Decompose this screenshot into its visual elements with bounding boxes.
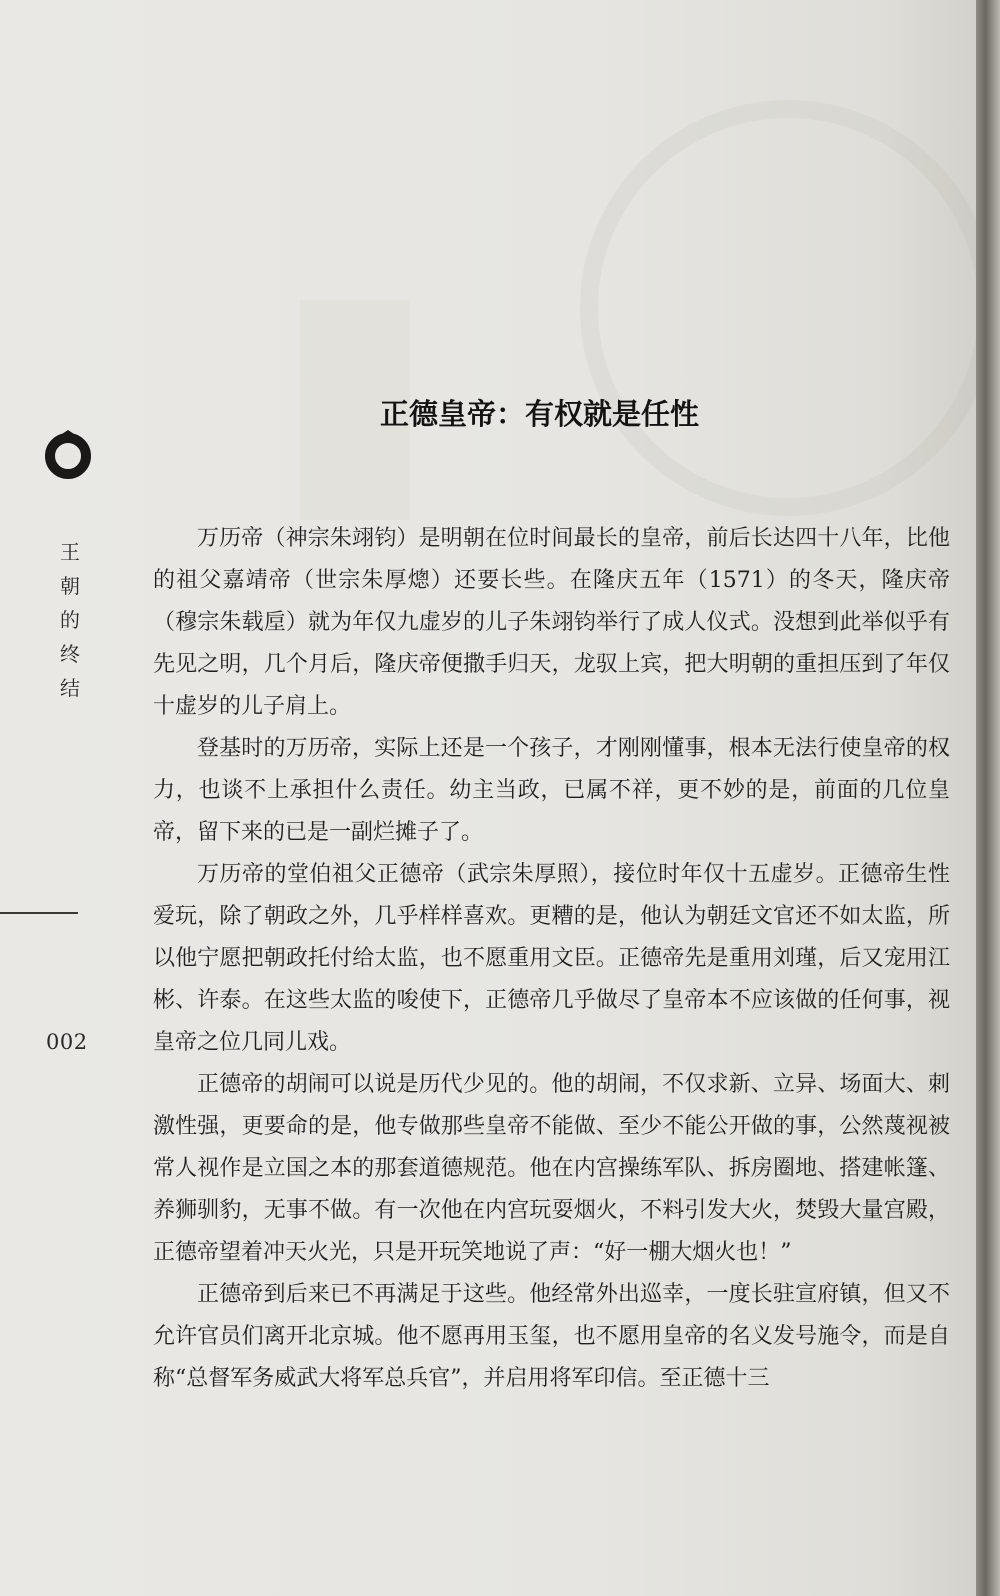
paragraph: 正德帝的胡闹可以说是历代少见的。他的胡闹，不仅求新、立异、场面大、刺激性强，更要命的是，他专做那些皇帝不能做、至少不能公开做的事，公然蔑视被常人视作是立国之本的那套道德规范。他在内宫操练军队、拆房圈地、搭建帐篷、养狮驯豹，无事不做。有一次他在内宫玩耍烟火，不料引发大火，焚毁大量宫殿，正德帝望着冲天火光，只是开玩笑地说了声：“好一棚大烟火也！” xyxy=(153,1072,950,1265)
paragraph: 登基时的万历帝，实际上还是一个孩子，才刚刚懂事，根本无法行使皇帝的权力，也谈不上承担什么责任。幼主当政，已属不祥，更不妙的是，前面的几位皇帝，留下来的已是一副烂摊子了。 xyxy=(153,736,950,845)
paragraph: 正德帝到后来已不再满足于这些。他经常外出巡幸，一度长驻宣府镇，但又不允许官员们离开北京城。他不愿再用玉玺，也不愿用皇帝的名义发号施令，而是自称“总督军务威武大将军总兵官”，并启用将军印信。至正德十三 xyxy=(153,1282,950,1391)
side-divider xyxy=(0,912,78,914)
side-title-char: 王 xyxy=(60,540,80,564)
page-number: 002 xyxy=(46,1030,88,1054)
paragraph: 万历帝（神宗朱翊钧）是明朝在位时间最长的皇帝，前后长达四十八年，比他的祖父嘉靖帝（世宗朱厚熜）还要长些。在隆庆五年（1571）的冬天，隆庆帝（穆宗朱载垕）就为年仅九虚岁的儿子朱翊钧举行了成人仪式。没想到此举似乎有先见之明，几个月后，隆庆帝便撒手归天，龙驭上宾，把大明朝的重担压到了年仅十虚岁的儿子肩上。 xyxy=(153,526,950,719)
side-title-char: 结 xyxy=(60,676,80,700)
paragraph: 万历帝的堂伯祖父正德帝（武宗朱厚照），接位时年仅十五虚岁。正德帝生性爱玩，除了朝政之外，几乎样样喜欢。更糟的是，他认为朝廷文官还不如太监，所以他宁愿把朝政托付给太监，也不愿重用文臣。正德帝先是重用刘瑾，后又宠用江彬、许泰。在这些太监的唆使下，正德帝几乎做尽了皇帝本不应该做的任何事，视皇帝之位几同儿戏。 xyxy=(153,862,950,1055)
dragon-ring-emblem-icon xyxy=(42,428,94,480)
page-edge-shadow xyxy=(976,0,1000,1596)
side-title-char: 朝 xyxy=(60,574,80,598)
body-text xyxy=(153,518,950,1400)
side-book-title xyxy=(58,535,82,705)
side-title-char: 的 xyxy=(60,608,80,632)
side-title-char: 终 xyxy=(60,642,80,666)
background-watermark xyxy=(580,100,996,516)
chapter-title: 正德皇帝：有权就是任性 xyxy=(380,397,700,431)
